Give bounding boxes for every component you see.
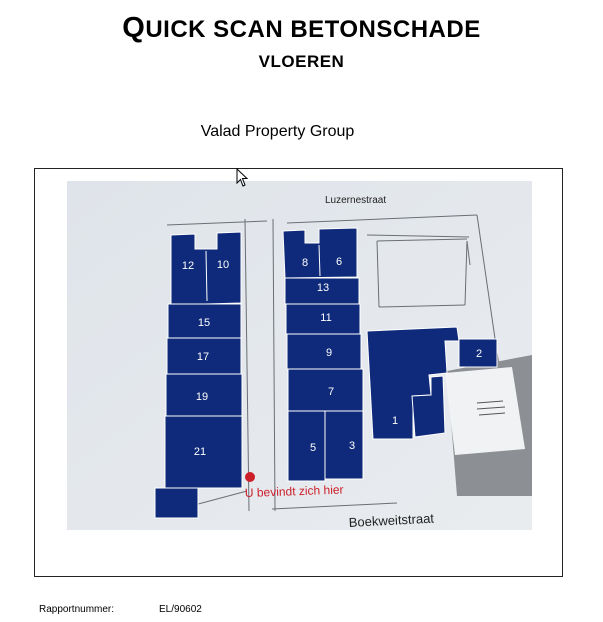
you-are-here-label: U bevindt zich hier — [244, 482, 344, 500]
unit-label: 19 — [195, 391, 209, 403]
unit-label: 5 — [309, 442, 317, 454]
company-name: Valad Property Group — [200, 123, 355, 140]
unit-label: 10 — [216, 259, 230, 271]
unit-label: 7 — [327, 386, 335, 398]
unit-label: 8 — [301, 257, 309, 269]
unit-label: 1 — [391, 415, 399, 427]
document-title — [0, 12, 603, 45]
unit-label: 9 — [325, 347, 333, 359]
unit-label: 2 — [475, 348, 483, 360]
report-number-label: Rapportnummer: — [39, 604, 115, 615]
report-number-value: EL/90602 — [159, 604, 202, 615]
unit-label: 17 — [196, 351, 210, 363]
document-subtitle: VLOEREN — [258, 52, 345, 71]
site-map-photo — [67, 181, 532, 530]
unit-label: 15 — [197, 317, 211, 329]
mouse-pointer-icon — [236, 168, 250, 188]
location-marker-icon — [245, 472, 255, 482]
unit-label: 3 — [348, 440, 356, 452]
street-name-top: Luzernestraat — [325, 195, 387, 206]
street-name-bottom: Boekweitstraat — [348, 510, 435, 530]
unit-label: 6 — [335, 256, 343, 268]
unit-label: 13 — [316, 282, 330, 294]
title-initial: Q — [122, 12, 146, 44]
unit-label: 11 — [320, 312, 332, 324]
unit-label: 12 — [181, 260, 195, 272]
unit-label: 21 — [193, 446, 207, 458]
title-rest: UICK SCAN BETONSCHADE — [145, 16, 481, 43]
